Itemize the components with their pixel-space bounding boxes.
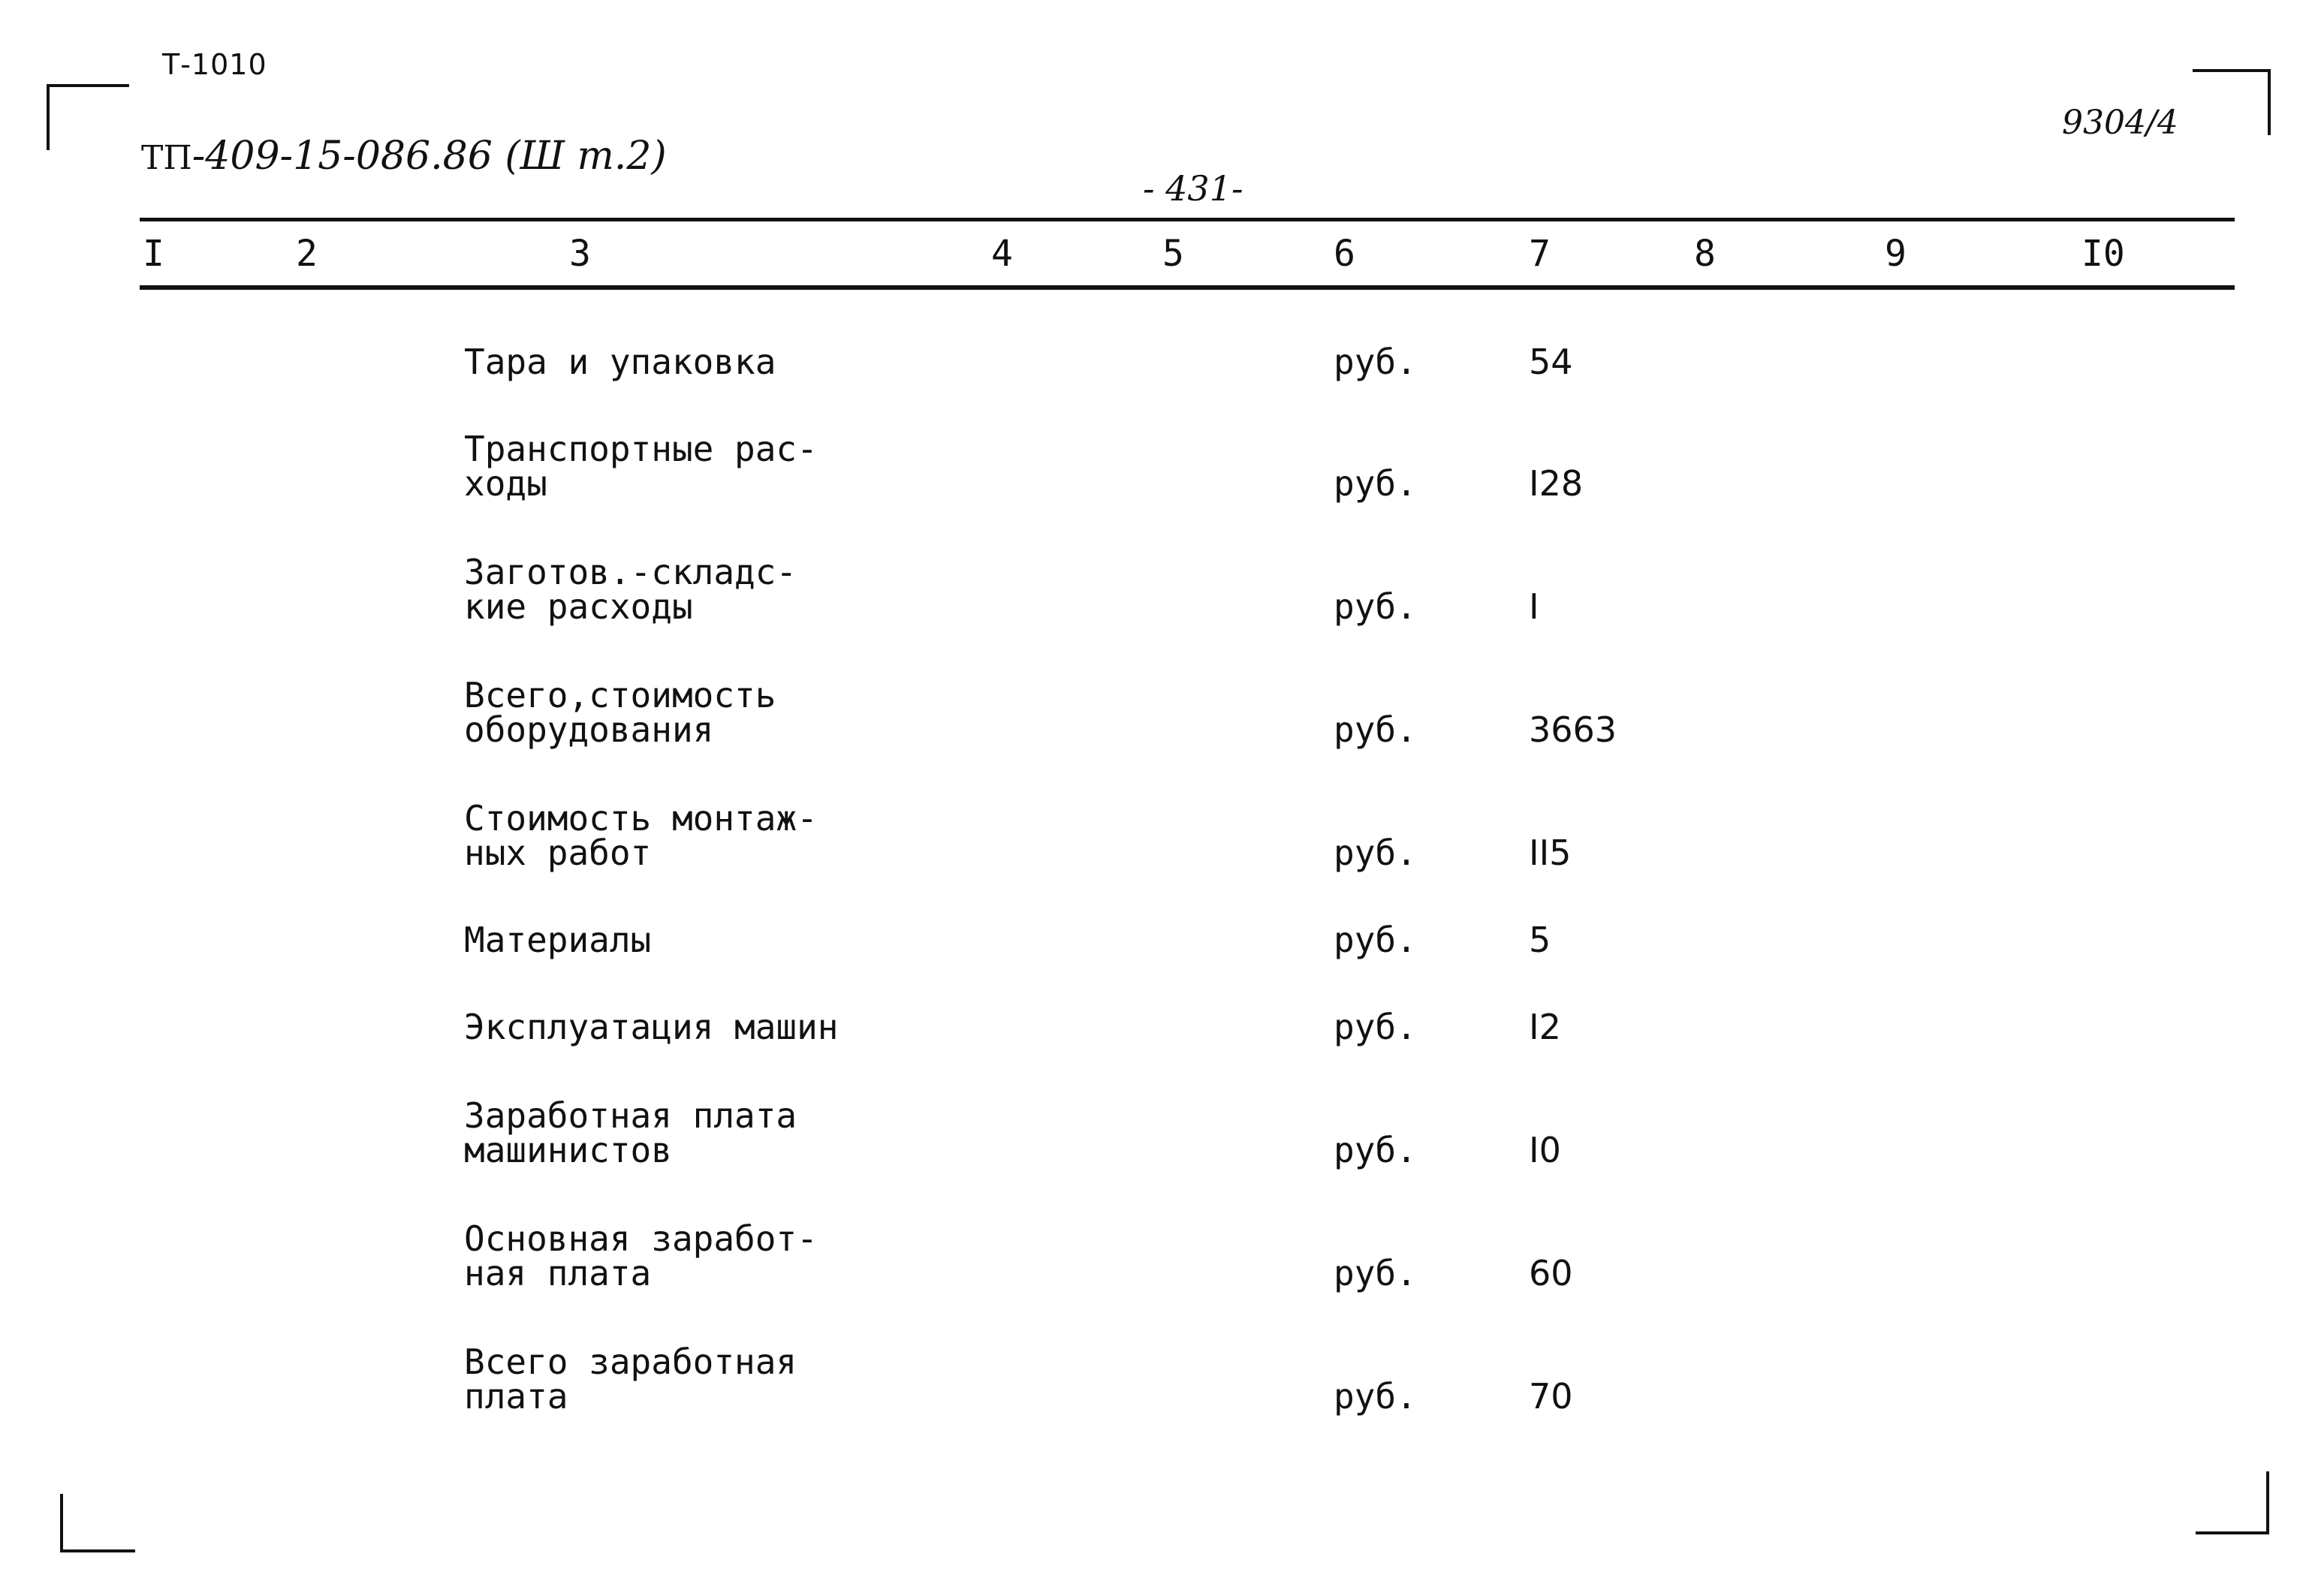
column-header-6: 6: [1334, 233, 1355, 275]
table-row: [0, 1077, 2306, 1170]
row-value: I: [1529, 586, 1539, 627]
table-row: [0, 1200, 2306, 1293]
row-value: I2: [1529, 1007, 1561, 1047]
row-value: 3663: [1529, 709, 1617, 750]
corner-mark-bottom-left: [60, 1494, 63, 1551]
row-description: Тара и упаковка: [464, 342, 776, 382]
row-description: Материалы: [464, 920, 652, 960]
row-description: Эксплуатация машин: [464, 1007, 839, 1047]
row-value: I28: [1529, 463, 1584, 504]
table-top-rule: [140, 218, 2235, 221]
document-number: [141, 134, 667, 179]
table-row: [0, 954, 2306, 1047]
row-unit: руб.: [1334, 920, 1417, 960]
column-header-4: 4: [991, 233, 1013, 275]
page-number: - 431-: [1143, 168, 1243, 209]
column-header-3: 3: [569, 233, 591, 275]
table-row: [0, 867, 2306, 960]
corner-mark-bottom-right: [2266, 1471, 2269, 1534]
row-unit: руб.: [1334, 1007, 1417, 1047]
table-row: [0, 534, 2306, 627]
row-value: II5: [1529, 833, 1572, 873]
row-unit: руб.: [1334, 709, 1417, 750]
row-description: Транспортные рас- ходы: [464, 429, 818, 504]
table-row: [0, 657, 2306, 750]
row-value: I0: [1529, 1130, 1561, 1170]
row-value: 70: [1529, 1376, 1573, 1417]
corner-mark-top-left: [47, 84, 129, 87]
row-description: Стоимость монтаж- ных работ: [464, 798, 818, 873]
row-unit: руб.: [1334, 833, 1417, 873]
document-prefix: ТП: [141, 139, 192, 177]
column-header-7: 7: [1529, 233, 1551, 275]
table-row: [0, 780, 2306, 873]
row-unit: руб.: [1334, 463, 1417, 504]
column-header-8: 8: [1694, 233, 1716, 275]
row-description: Основная заработ- ная плата: [464, 1218, 818, 1293]
sheet-code: Т-1010: [162, 48, 267, 81]
row-description: Заработная плата машинистов: [464, 1095, 797, 1170]
row-unit: руб.: [1334, 1130, 1417, 1170]
row-unit: руб.: [1334, 342, 1417, 382]
column-header-10: I0: [2081, 233, 2125, 275]
document-number-handwritten: -409-15-086.86 (Ш т.2): [191, 134, 667, 179]
column-header-5: 5: [1162, 233, 1184, 275]
column-header-1: I: [143, 233, 164, 275]
inventory-number: 9304/4: [2062, 104, 2178, 142]
row-value: 60: [1529, 1253, 1573, 1293]
table-row: [0, 289, 2306, 382]
row-description: Всего заработная плата: [464, 1342, 797, 1417]
row-value: 54: [1529, 342, 1573, 382]
corner-mark-top-right-vertical: [2268, 69, 2271, 135]
row-unit: руб.: [1334, 1376, 1417, 1417]
row-description: Всего,стоимость оборудования: [464, 675, 776, 750]
corner-mark-top-right: [2193, 69, 2271, 72]
column-header-9: 9: [1885, 233, 1907, 275]
corner-mark-bottom-left-horizontal: [60, 1549, 135, 1552]
table-row: [0, 411, 2306, 504]
corner-mark-top-left-vertical: [47, 84, 50, 150]
corner-mark-bottom-right-horizontal: [2196, 1531, 2269, 1534]
row-value: 5: [1529, 920, 1551, 960]
row-unit: руб.: [1334, 586, 1417, 627]
table-row: [0, 1323, 2306, 1417]
row-description: Заготов.-складс- кие расходы: [464, 552, 797, 627]
row-unit: руб.: [1334, 1253, 1417, 1293]
column-header-2: 2: [296, 233, 318, 275]
